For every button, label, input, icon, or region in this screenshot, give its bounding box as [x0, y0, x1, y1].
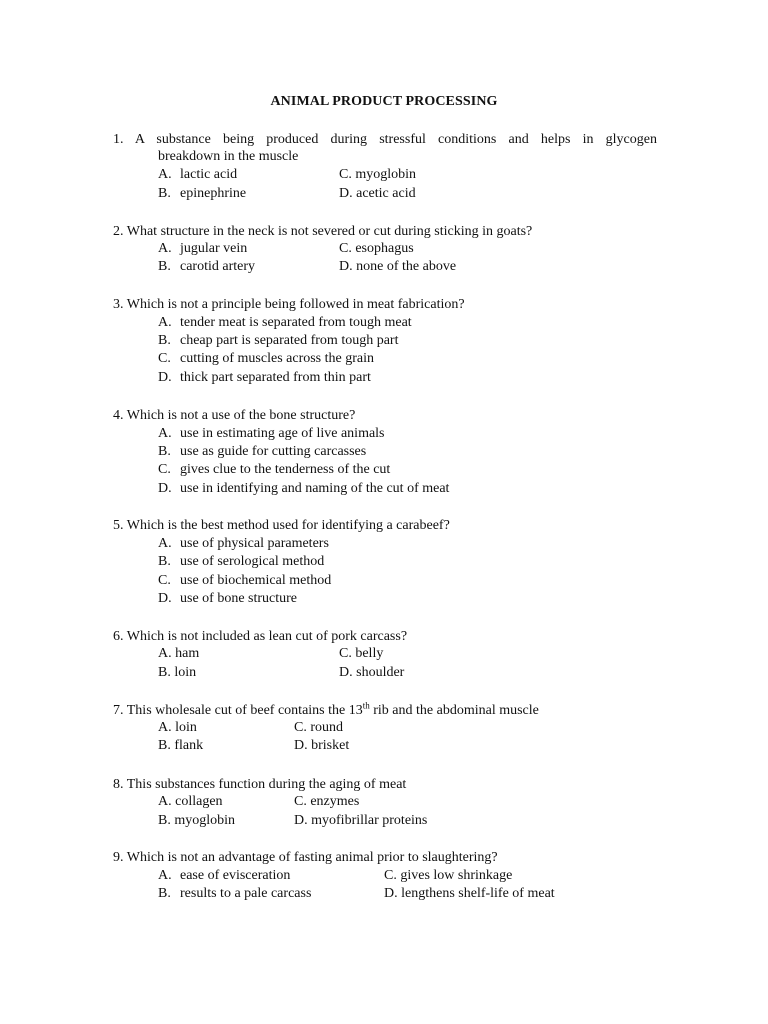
question-2-option-b — [158, 259, 255, 275]
option-label: A. — [158, 646, 172, 661]
option-label: C. — [339, 241, 352, 256]
question-8-option-d — [294, 813, 427, 829]
question-8-option-b — [158, 813, 235, 829]
option-label: B. — [158, 333, 171, 348]
option-text: jugular vein — [180, 241, 248, 256]
option-label: C. — [158, 462, 171, 477]
question-4-option-d — [158, 481, 449, 497]
option-text: belly — [355, 646, 384, 661]
option-text: cutting of muscles across the grain — [180, 351, 375, 366]
option-text: myoglobin — [174, 813, 236, 828]
question-4-option-a — [158, 426, 385, 442]
option-label: D. — [339, 186, 353, 201]
option-label: C. — [158, 351, 171, 366]
question-6-option-b — [158, 665, 196, 681]
option-label: B. — [158, 554, 171, 569]
question-5-option-c — [158, 573, 331, 589]
option-text: use in identifying and naming of the cut of meat — [180, 481, 450, 496]
option-text: lengthens shelf-life of meat — [401, 886, 555, 901]
option-text: ham — [175, 646, 200, 661]
option-label: D. — [158, 591, 172, 606]
option-text: loin — [175, 720, 197, 735]
option-label: A. — [158, 426, 172, 441]
option-text: thick part separated from thin part — [180, 370, 371, 385]
option-label: A. — [158, 315, 172, 330]
option-text: tender meat is separated from tough meat — [180, 315, 412, 330]
option-text: use of physical parameters — [180, 536, 329, 551]
question-1-stem-continued: breakdown in the muscle — [158, 149, 299, 164]
question-8-option-c — [294, 794, 359, 810]
option-label: A. — [158, 536, 172, 551]
question-7-option-b — [158, 738, 203, 754]
option-text: epinephrine — [180, 186, 247, 201]
option-text: cheap part is separated from tough part — [180, 333, 399, 348]
question-1-stem: 1. A substance being produced during stressful conditions and helps in glycogen — [113, 132, 657, 147]
question-2-stem: 2. What structure in the neck is not severed or cut during sticking in goats? — [113, 224, 533, 239]
question-3-option-d — [158, 370, 371, 386]
question-4-option-c — [158, 462, 390, 478]
question-1-option-b — [158, 186, 246, 202]
question-3-stem: 3. Which is not a principle being followed in meat fabrication? — [113, 297, 465, 312]
option-text: carotid artery — [180, 259, 256, 274]
option-text: myoglobin — [355, 167, 417, 182]
option-label: D. — [158, 481, 172, 496]
question-3-option-b — [158, 333, 398, 349]
question-6-option-c — [339, 646, 383, 662]
option-text: myofibrillar proteins — [311, 813, 428, 828]
option-text: enzymes — [310, 794, 360, 809]
option-text: none of the above — [356, 259, 457, 274]
question-5-option-b — [158, 554, 324, 570]
question-9-option-d — [384, 886, 555, 902]
option-text: use of bone structure — [180, 591, 298, 606]
question-3-option-c — [158, 351, 374, 367]
question-6-option-a — [158, 646, 199, 662]
option-label: D. — [384, 886, 398, 901]
option-label: C. — [339, 167, 352, 182]
question-5-option-a — [158, 536, 329, 552]
question-7-stem-start: 7. This wholesale cut of beef contains the 13 — [113, 703, 363, 718]
question-9-option-c — [384, 868, 512, 884]
option-label: B. — [158, 813, 171, 828]
question-2-option-a — [158, 241, 247, 257]
page-title: ANIMAL PRODUCT PROCESSING — [270, 94, 498, 109]
option-text: use as guide for cutting carcasses — [180, 444, 367, 459]
option-label: B. — [158, 186, 171, 201]
question-8-option-a — [158, 794, 223, 810]
question-2-option-d — [339, 259, 456, 275]
option-text: use of serological method — [180, 554, 325, 569]
option-label: C. — [339, 646, 352, 661]
question-1-option-c — [339, 167, 416, 183]
option-text: gives low shrinkage — [400, 868, 513, 883]
question-5-stem: 5. Which is the best method used for identifying a carabeef? — [113, 518, 450, 533]
option-label: C. — [294, 720, 307, 735]
option-label: A. — [158, 868, 172, 883]
option-text: ease of evisceration — [180, 868, 291, 883]
question-8-stem: 8. This substances function during the aging of meat — [113, 777, 407, 792]
question-6-option-d — [339, 665, 404, 681]
option-label: A. — [158, 241, 172, 256]
option-label: D. — [294, 738, 308, 753]
option-text: collagen — [175, 794, 223, 809]
option-label: A. — [158, 167, 172, 182]
question-7-stem-end: rib and the abdominal muscle — [369, 703, 539, 718]
question-1-option-d — [339, 186, 416, 202]
question-7-stem — [113, 702, 657, 720]
question-6-stem: 6. Which is not included as lean cut of pork carcass? — [113, 629, 408, 644]
option-label: D. — [158, 370, 172, 385]
option-label: A. — [158, 720, 172, 735]
option-label: A. — [158, 794, 172, 809]
option-text: use of biochemical method — [180, 573, 332, 588]
option-text: loin — [174, 665, 197, 680]
option-text: flank — [174, 738, 204, 753]
option-label: C. — [158, 573, 171, 588]
option-text: round — [310, 720, 344, 735]
option-text: brisket — [311, 738, 350, 753]
question-7-option-d — [294, 738, 349, 754]
option-text: shoulder — [356, 665, 405, 680]
option-text: results to a pale carcass — [180, 886, 312, 901]
option-label: B. — [158, 665, 171, 680]
question-9-option-b — [158, 886, 311, 902]
question-4-option-b — [158, 444, 366, 460]
option-text: use in estimating age of live animals — [180, 426, 385, 441]
ordinal-suffix: th — [362, 700, 370, 711]
option-label: B. — [158, 259, 171, 274]
option-label: B. — [158, 444, 171, 459]
question-7-option-c — [294, 720, 343, 736]
option-label: C. — [294, 794, 307, 809]
question-9-option-a — [158, 868, 290, 884]
question-3-option-a — [158, 315, 412, 331]
question-4-stem: 4. Which is not a use of the bone structure? — [113, 408, 356, 423]
option-label: B. — [158, 886, 171, 901]
option-text: lactic acid — [180, 167, 238, 182]
question-9-stem: 9. Which is not an advantage of fasting animal prior to slaughtering? — [113, 850, 498, 865]
option-label: D. — [294, 813, 308, 828]
option-text: esophagus — [355, 241, 414, 256]
option-label: C. — [384, 868, 397, 883]
option-label: D. — [339, 665, 353, 680]
option-text: acetic acid — [356, 186, 416, 201]
option-label: B. — [158, 738, 171, 753]
question-2-option-c — [339, 241, 414, 257]
option-label: D. — [339, 259, 353, 274]
question-1-option-a — [158, 167, 237, 183]
question-5-option-d — [158, 591, 297, 607]
question-7-option-a — [158, 720, 197, 736]
option-text: gives clue to the tenderness of the cut — [180, 462, 391, 477]
